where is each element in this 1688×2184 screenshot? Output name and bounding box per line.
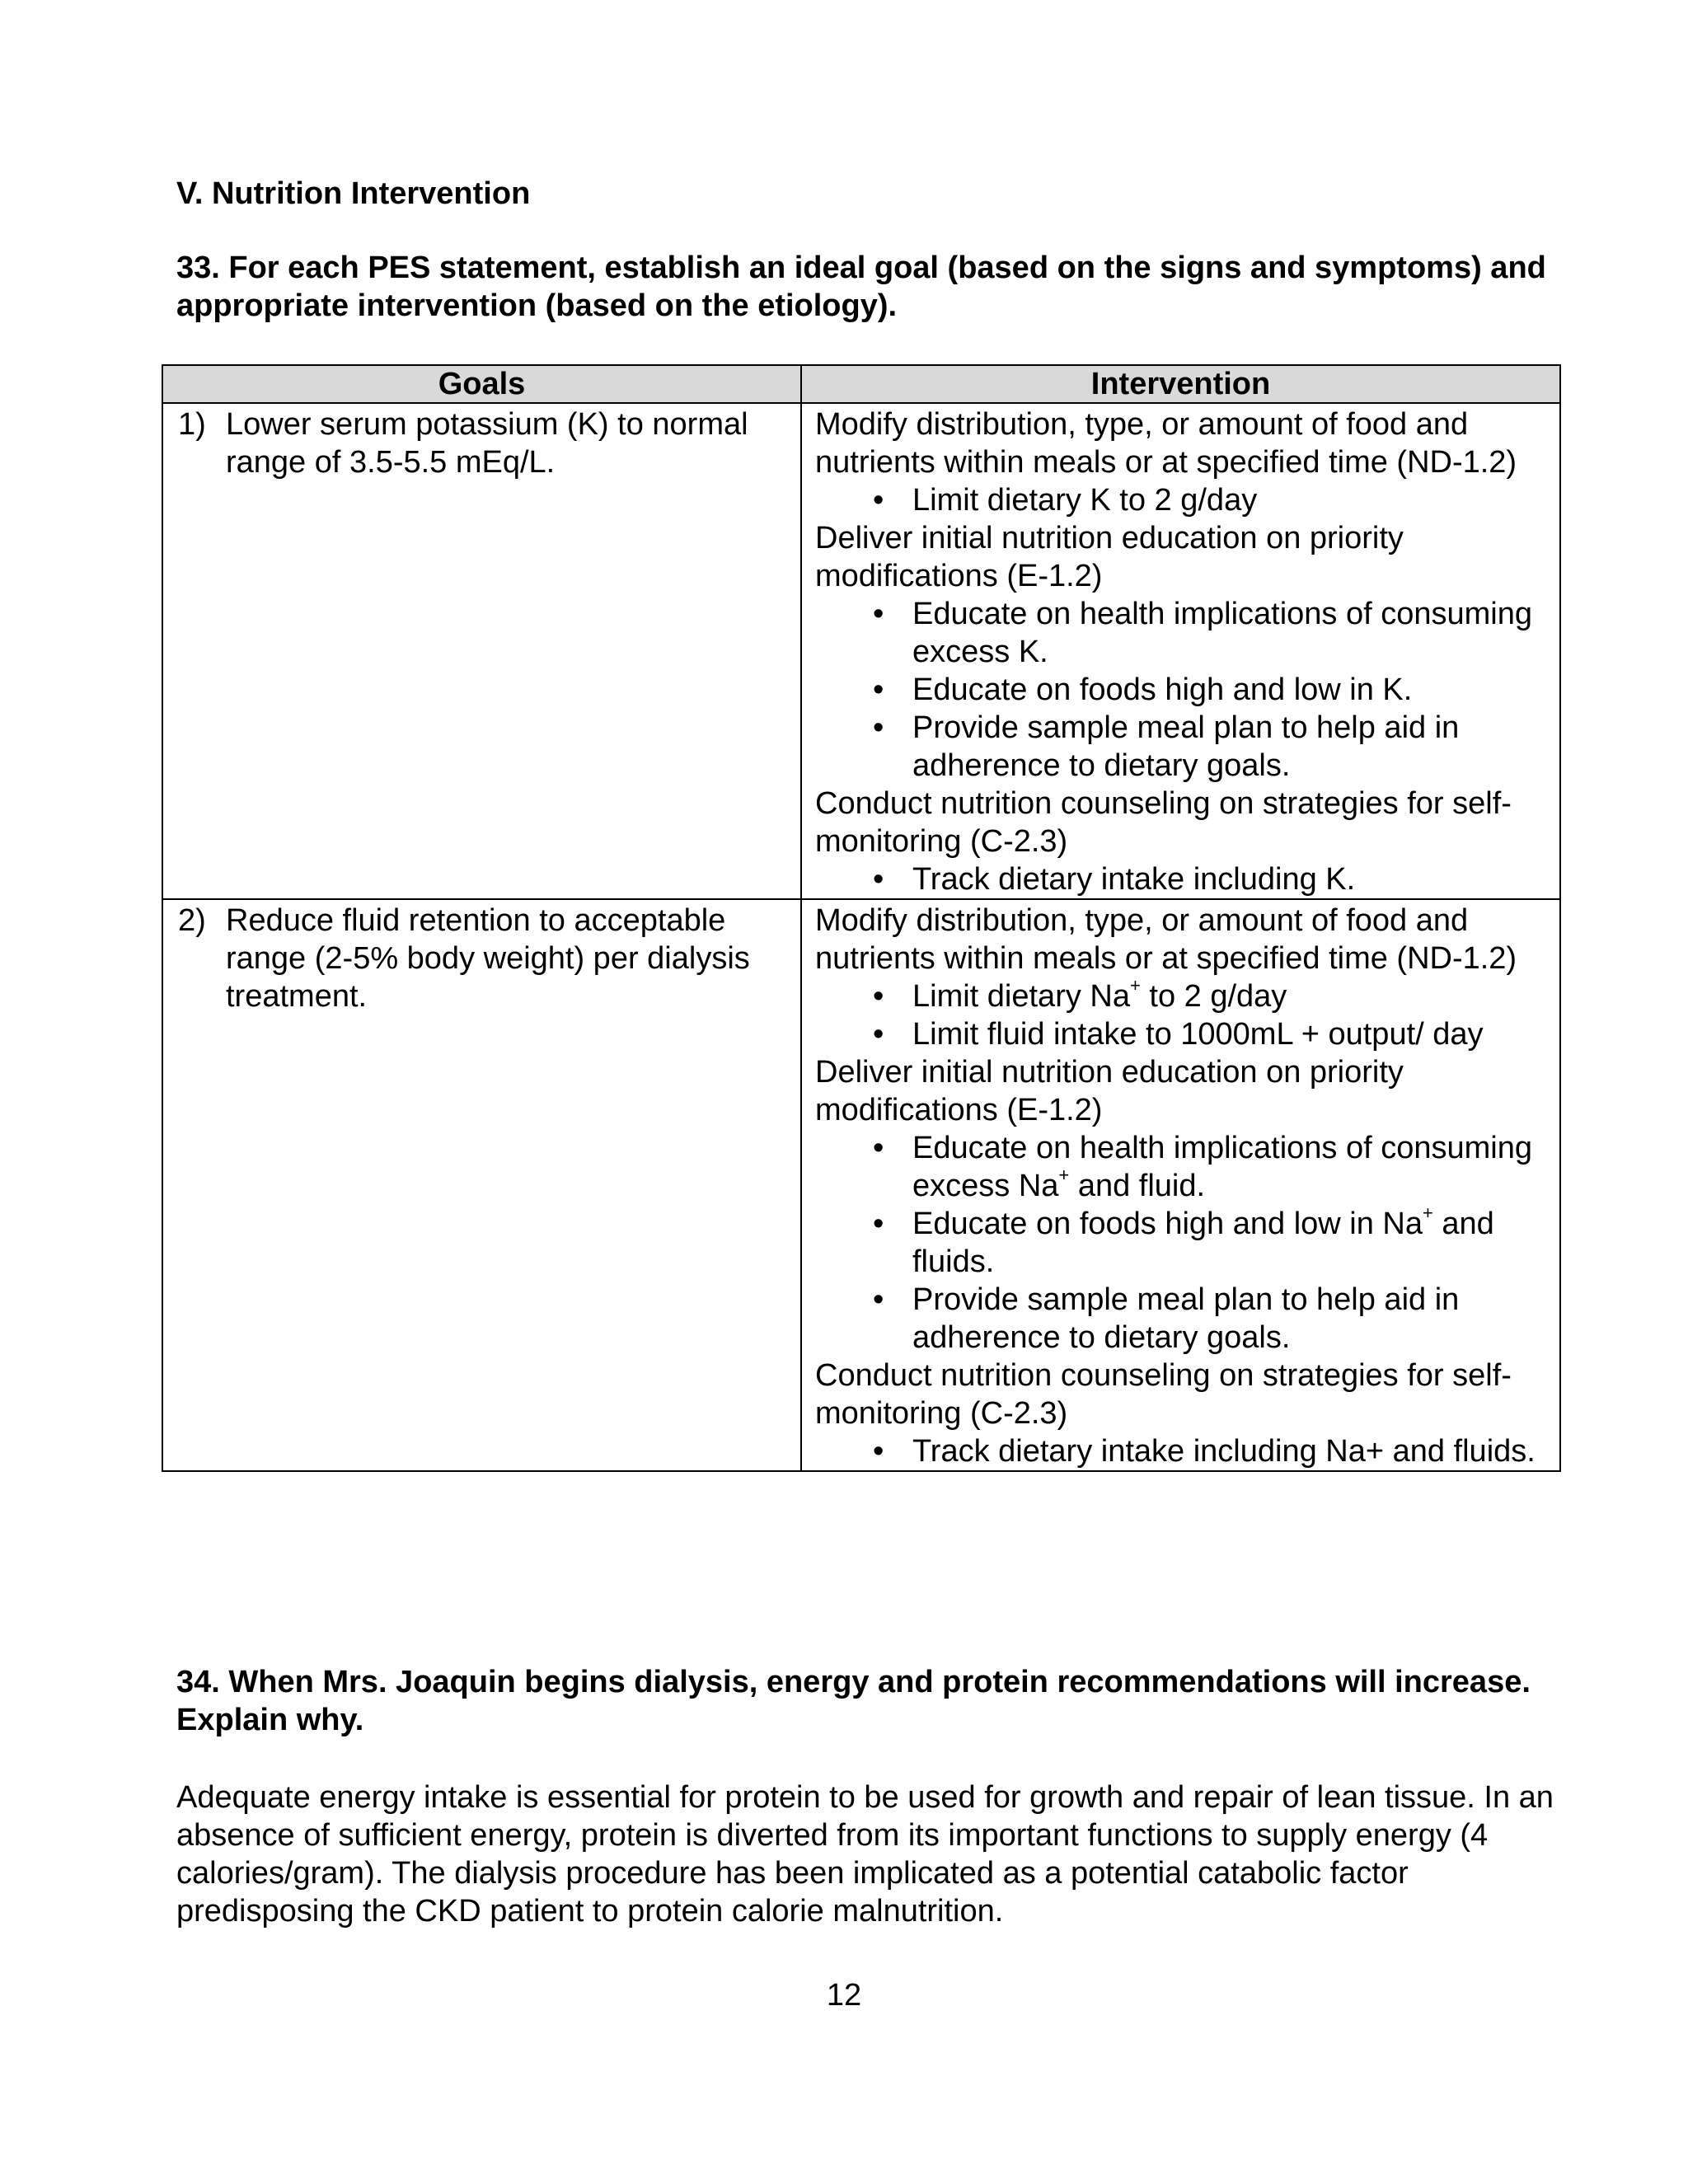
intervention-paragraph: Deliver initial nutrition education on priority modifications (E-1.2) xyxy=(815,521,1404,593)
intervention-paragraph: Conduct nutrition counseling on strategies for self-monitoring (C-2.3) xyxy=(815,1358,1512,1431)
intervention-cell xyxy=(801,899,1560,1471)
bullet-text: Limit dietary K to 2 g/day xyxy=(912,483,1258,518)
goal-text: Lower serum potassium (K) to normal range of 3.5-5.5 mEq/L. xyxy=(226,407,748,480)
bullet-text xyxy=(912,1202,1494,1279)
bullet-list xyxy=(815,977,1548,1053)
bullet-icon: • xyxy=(873,1131,884,1165)
goal-number: 2) xyxy=(178,903,206,938)
intervention-paragraph: Modify distribution, type, or amount of food and nutrients within meals or at specified time (ND-1.2) xyxy=(815,903,1517,976)
table-row xyxy=(162,899,1560,1471)
intervention-paragraph: Modify distribution, type, or amount of food and nutrients within meals or at specified time (ND-1.2) xyxy=(815,407,1517,480)
intervention-paragraph: Conduct nutrition counseling on strategies for self-monitoring (C-2.3) xyxy=(815,786,1512,859)
list-item xyxy=(873,860,1548,898)
section-title: V. Nutrition Intervention xyxy=(176,176,531,211)
list-item xyxy=(873,709,1548,785)
bullet-icon: • xyxy=(873,979,884,1014)
bullet-text-part: to 2 g/day xyxy=(1140,979,1287,1014)
page-number: 12 xyxy=(826,1978,862,2013)
answer-34-paragraph: Adequate energy intake is essential for protein to be used for growth and repair of lean tissue. In an absence of sufficient energy, protein is diverted from its important functions to supply energy (4 calories/gram). The dialysis procedure has been implicated as a potential catabolic factor predisposing the CKD patient to protein calorie malnutrition. xyxy=(176,1780,1554,1929)
goal-cell xyxy=(162,403,801,899)
bullet-icon: • xyxy=(873,862,884,897)
list-item xyxy=(873,481,1548,519)
bullet-list xyxy=(815,1432,1548,1470)
intervention-cell xyxy=(801,403,1560,899)
bullet-text: Track dietary intake including Na+ and fluids. xyxy=(912,1434,1536,1469)
bullet-text-part: Limit dietary Na xyxy=(912,979,1130,1014)
list-item xyxy=(873,1281,1548,1357)
bullet-list xyxy=(815,1129,1548,1357)
list-item xyxy=(873,1015,1548,1053)
bullet-text xyxy=(912,975,1287,1014)
bullet-icon: • xyxy=(873,1434,884,1469)
list-item xyxy=(873,1129,1548,1205)
bullet-icon: • xyxy=(873,483,884,518)
superscript-plus: + xyxy=(1058,1165,1070,1186)
bullet-text-part: Educate on health implications of consuming excess Na xyxy=(912,1131,1533,1203)
goal-item xyxy=(178,405,784,481)
list-item xyxy=(873,977,1548,1015)
superscript-plus: + xyxy=(1422,1202,1433,1224)
list-item xyxy=(873,671,1548,709)
goals-column-header: Goals xyxy=(162,365,801,403)
bullet-list xyxy=(815,595,1548,785)
pes-goals-intervention-table xyxy=(162,364,1561,1472)
goal-number: 1) xyxy=(178,407,206,442)
bullet-text: Track dietary intake including K. xyxy=(912,862,1356,897)
intervention-paragraph: Deliver initial nutrition education on priority modifications (E-1.2) xyxy=(815,1055,1404,1127)
bullet-icon: • xyxy=(873,1017,884,1052)
list-item xyxy=(873,1202,1548,1281)
bullet-text-part: Educate on foods high and low in Na xyxy=(912,1207,1423,1241)
bullet-icon: • xyxy=(873,1282,884,1317)
intervention-column-header: Intervention xyxy=(801,365,1560,403)
bullet-text xyxy=(912,1131,1532,1203)
bullet-text-part: and fluids. xyxy=(912,1207,1494,1279)
bullet-list xyxy=(815,860,1548,898)
table-row xyxy=(162,403,1560,899)
bullet-icon: • xyxy=(873,597,884,631)
bullet-text: Provide sample meal plan to help aid in adherence to dietary goals. xyxy=(912,710,1460,783)
superscript-plus: + xyxy=(1129,975,1141,996)
bullet-text: Provide sample meal plan to help aid in adherence to dietary goals. xyxy=(912,1282,1460,1355)
bullet-icon: • xyxy=(873,673,884,707)
list-item xyxy=(873,1432,1548,1470)
bullet-text: Educate on health implications of consuming excess K. xyxy=(912,597,1533,669)
bullet-list xyxy=(815,481,1548,519)
bullet-text: Educate on foods high and low in K. xyxy=(912,673,1413,707)
bullet-text: Limit fluid intake to 1000mL + output/ day xyxy=(912,1017,1484,1052)
goal-cell xyxy=(162,899,801,1471)
goal-item xyxy=(178,902,784,1015)
bullet-icon: • xyxy=(873,1207,884,1241)
list-item xyxy=(873,595,1548,671)
table-header-row xyxy=(162,365,1560,403)
bullet-text-part: and fluid. xyxy=(1069,1169,1206,1203)
bullet-icon: • xyxy=(873,710,884,745)
goal-text: Reduce fluid retention to acceptable range (2-5% body weight) per dialysis treatment. xyxy=(226,903,750,1014)
question-34: 34. When Mrs. Joaquin begins dialysis, energy and protein recommendations will increase. Explain why. xyxy=(176,1665,1531,1737)
question-33: 33. For each PES statement, establish an ideal goal (based on the signs and symptoms) and appropriate intervention (based on the etiology). xyxy=(176,251,1546,323)
